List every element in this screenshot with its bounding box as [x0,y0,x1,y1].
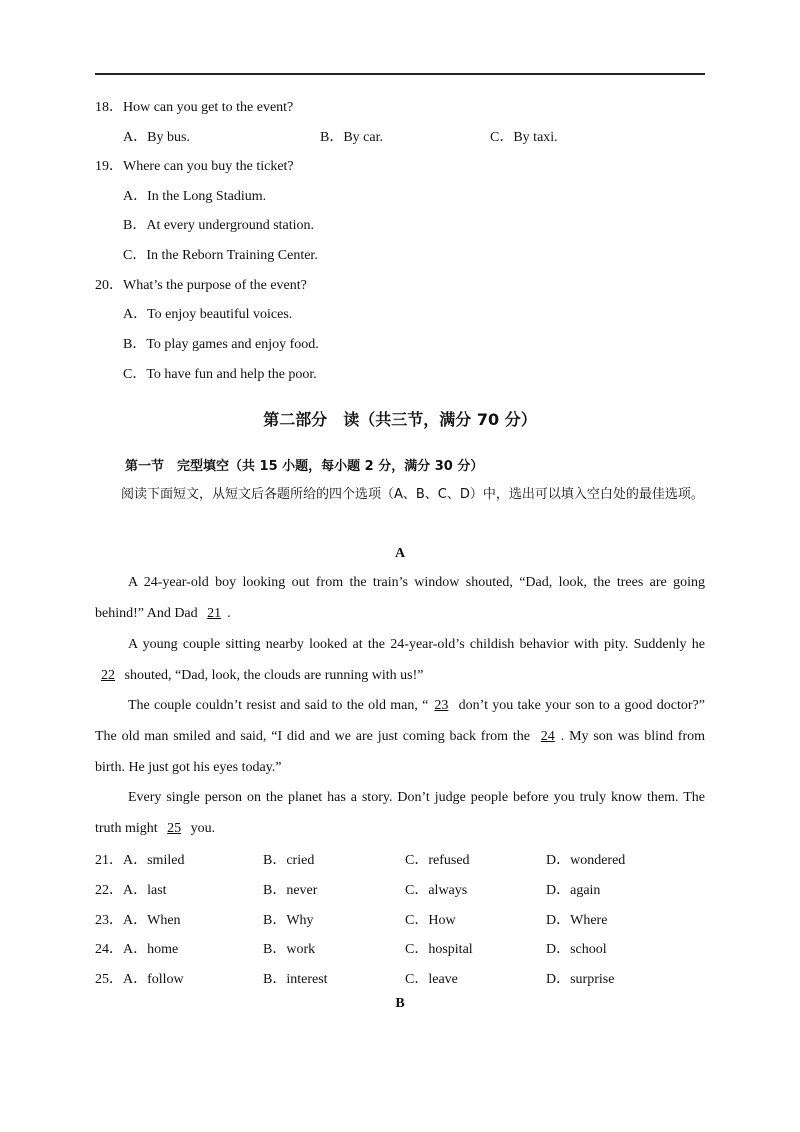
passage-a-paragraph-2 [95,629,705,691]
option-d: D．school [546,942,607,957]
option-a: A．When [123,913,181,928]
option-number: 23． [95,913,123,928]
paragraph-text: shouted, “Dad, look, the clouds are running with us!” [121,668,424,683]
option-b: B．work [263,942,316,957]
option-c: C．refused [405,853,470,868]
question-19-option-a: A．In the Long Stadium. [123,189,267,204]
blank-25: 25 [167,821,182,836]
question-20-stem: 20．What’s the purpose of the event? [95,278,307,293]
part-two-title: 第二部分 读（共三节，满分 70 分） [263,410,537,429]
blank-24: 24 [540,729,555,744]
question-19-option-c: C．In the Reborn Training Center. [123,248,318,263]
header-rule [95,73,705,75]
question-18-option-a: A．By bus. [123,130,190,145]
option-b: B．never [263,883,318,898]
paragraph-text: The couple couldn’t resist and said to the old man, “ [128,698,429,713]
option-c: C．hospital [405,942,473,957]
option-number: 24． [95,942,123,957]
option-number: 21． [95,853,123,868]
instructions: 阅读下面短文，从短文后各题所给的四个选项（A、B、C、D）中，选出可以填入空白处的最佳选项。 [121,487,704,502]
paragraph-text: . [227,606,231,621]
paragraph-text: you. [187,821,216,836]
question-18-stem: 18．How can you get to the event? [95,100,294,115]
question-20-option-c: C．To have fun and help the poor. [123,367,317,382]
options-row-24 [95,938,705,956]
option-a: A．follow [123,972,184,987]
option-number: 25． [95,972,123,987]
option-b: B．Why [263,913,314,928]
passage-a-paragraph-1 [95,567,705,629]
option-d: D．surprise [546,972,615,987]
option-c: C．always [405,883,468,898]
paragraph-text: . My son was blind from birth. He just got his eyes today.” [95,729,706,775]
option-c: C．How [405,913,456,928]
paragraph-text: A young couple sitting nearby looked at the 24-year-old’s childish behavior with pity. Suddenly he [128,637,705,652]
passage-a-paragraph-4 [95,782,705,844]
options-row-25 [95,968,705,986]
question-19-stem: 19．Where can you buy the ticket? [95,159,294,174]
question-18-option-c: C．By taxi. [490,130,558,145]
option-a: A．home [123,942,179,957]
passage-a-paragraph-3 [95,690,705,783]
paragraph-text: Every single person on the planet has a story. Don’t judge people before you truly know them. The truth might [95,790,705,836]
blank-22: 22 [101,668,115,683]
passage-b-label: B [395,996,405,1011]
section-one-title: 第一节 完型填空（共 15 小题，每小题 2 分，满分 30 分） [125,459,484,474]
question-19-option-b: B．At every underground station. [123,218,315,233]
options-row-22 [95,879,705,897]
option-c: C．leave [405,972,458,987]
option-d: D．wondered [546,853,626,868]
option-number: 22． [95,883,123,898]
option-b: B．cried [263,853,315,868]
paragraph-text: don’t you take your son to a good doctor?” The old man smiled and said, “I did and we are just coming back from the [95,698,705,744]
question-18-option-b: B．By car. [320,130,383,145]
paragraph-text: A 24-year-old boy looking out from the train’s window shouted, “Dad, look, the trees are going behind!” And Dad [95,575,705,621]
option-a: A．smiled [123,853,185,868]
option-a: A．last [123,883,167,898]
option-d: D．Where [546,913,608,928]
option-b: B．interest [263,972,328,987]
passage-a-label: A [394,546,406,561]
option-d: D．again [546,883,601,898]
options-row-23 [95,909,705,927]
question-20-option-b: B．To play games and enjoy food. [123,337,319,352]
blank-21: 21 [207,606,222,621]
blank-23: 23 [434,698,449,713]
question-20-option-a: A．To enjoy beautiful voices. [123,307,293,322]
options-row-21 [95,849,705,867]
